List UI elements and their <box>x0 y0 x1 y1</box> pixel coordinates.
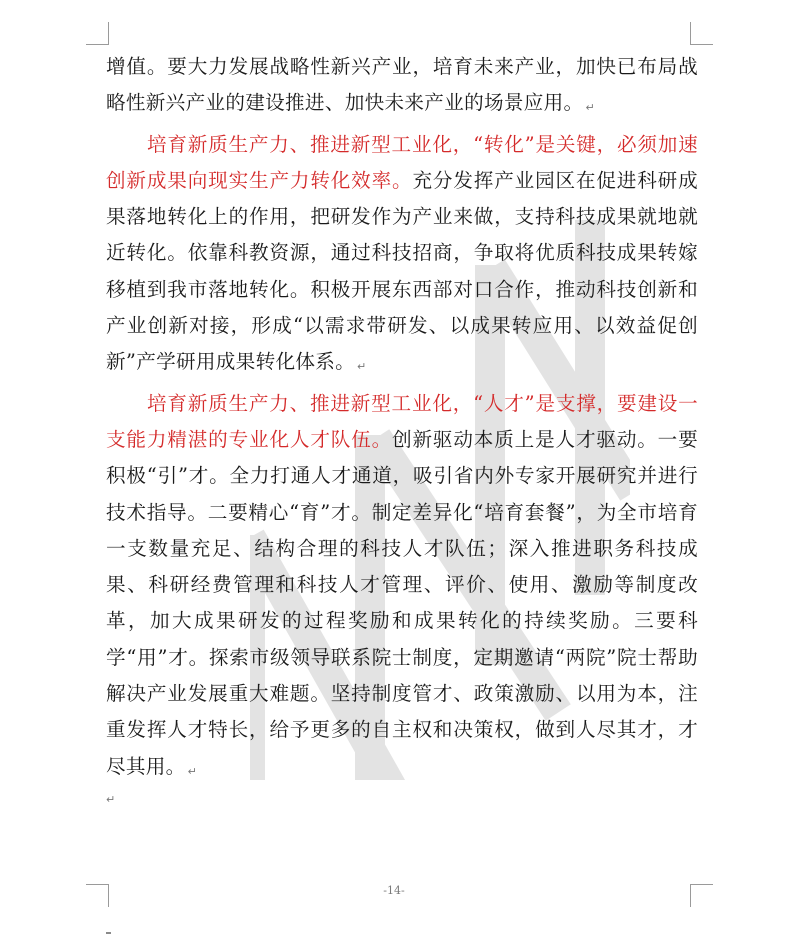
crop-mark-top-left <box>86 22 109 45</box>
paragraph-3-lead: 培育新质生产力、推进新型工业化，“人才”是支撑，要建设一支能力精湛的专业化人才队伍。 <box>106 391 698 451</box>
paragraph-mark-icon: ↵ <box>585 101 595 115</box>
page-number: -14- <box>383 884 405 897</box>
paragraph-mark-icon: ↵ <box>357 360 367 374</box>
paragraph-2-text: 充分发挥产业园区在促进科研成果落地转化上的作用，把研发作为产业来做，支持科技成果就地就近转化。依靠科教资源，通过科技招商，争取将优质科技成果转嫁移植到我市落地转化。积极开展东西部对口合作，推动科技创新和产业创新对接，形成“以需求带研发、以成果转应用、以效益促创新”产学研用成果转化体系。 <box>106 168 698 374</box>
paragraph-3-text: 创新驱动本质上是人才驱动。一要积极“引”才。全力打通人才通道，吸引省内外专家开展研究并进行技术指导。二要精心“育”才。制定差异化“培育套餐”，为全市培育一支数量充足、结构合理的科技人才队伍；深入推进职务科技成果、科研经费管理和科技人才管理、评价、使用、激励等制度改革，加大成果研发的过程奖励和成果转化的持续奖励。三要科学“用”才。探索市级领导联系院士制度，定期邀请“两院”院士帮助解决产业发展重大难题。坚持制度管才、政策激励、以用为本，注重发挥人才特长，给予更多的自主权和决策权，做到人尽其才，才尽其用。 <box>106 427 699 778</box>
paragraph-mark-icon: ↵ <box>187 764 198 778</box>
next-page-edge-mark <box>106 932 111 934</box>
empty-paragraph-mark-icon: ↵ <box>106 793 116 806</box>
paragraph-2-lead: 培育新质生产力、推进新型工业化，“转化”是关键，必须加速创新成果向现实生产力转化效率。 <box>106 132 698 192</box>
paragraph-1 <box>106 49 698 127</box>
paragraph-1-text: 增值。要大力发展战略性新兴产业，培育未来产业，加快已布局战略性新兴产业的建设推进、加快未来产业的场景应用。 <box>106 55 698 115</box>
paragraph-2 <box>106 127 698 386</box>
paragraph-3 <box>106 386 698 790</box>
crop-mark-top-right <box>690 22 713 45</box>
document-body <box>106 49 698 790</box>
